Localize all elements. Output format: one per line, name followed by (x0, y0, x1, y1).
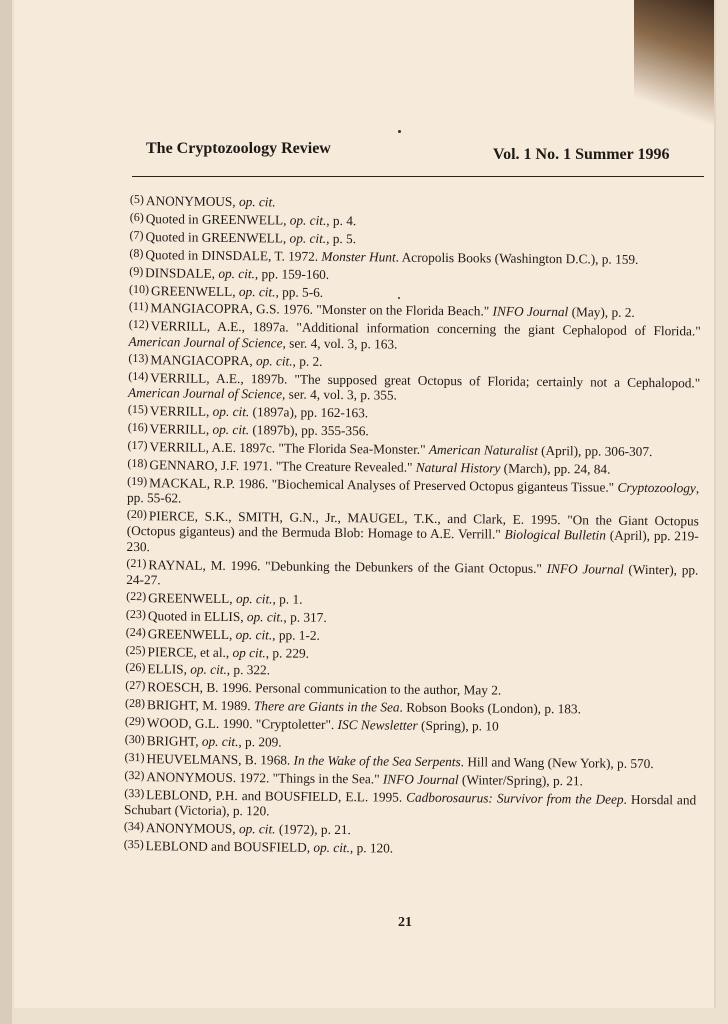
reference-text: PIERCE, et al., op cit., p. 229. (147, 643, 310, 661)
reference-text: Quoted in GREENWELL, op. cit., p. 5. (145, 228, 357, 246)
reference-number: (18) (127, 455, 148, 470)
reference-text: VERRILL, A.E., 1897b. "The supposed great Octopus of Florida; certainly not a Cephalopod." American Journal of Science, ser. 4, vol. 3, p. 355. (128, 369, 701, 403)
reference-item (127, 473, 699, 510)
reference-number: (7) (129, 227, 144, 242)
reference-number: (9) (129, 263, 144, 278)
reference-number: (23) (125, 606, 147, 621)
reference-item (124, 837, 696, 859)
reference-text: HEUVELMANS, B. 1968. In the Wake of the Sea Serpents. Hill and Wang (New York), p. 570. (146, 751, 654, 772)
reference-text: VERRILL, A.E., 1897a. "Additional information concerning the giant Cephalopod of Florida." American Journal of Science, ser. 4, vol. 3, p. 163. (128, 318, 701, 352)
reference-item (128, 317, 700, 354)
reference-number: (20) (126, 506, 147, 521)
journal-title: The Cryptozoology Review (146, 140, 331, 157)
reference-number: (14) (128, 368, 149, 383)
reference-text: ROESCH, B. 1996. Personal communication to the author, May 2. (147, 679, 502, 698)
reference-number: (6) (129, 209, 144, 225)
reference-number: (24) (125, 624, 146, 639)
reference-number: (30) (124, 732, 145, 747)
reference-number: (17) (127, 437, 148, 452)
reference-text: PIERCE, S.K., SMITH, G.N., Jr., MAUGEL, T.K., and Clark, E. 1995. "On the Giant Octopus (Octopus giganteus) and the Bermuda Blob: Homage to A.E. Verrill." Biological Bulletin (April), pp. 219-230. (126, 508, 699, 554)
reference-text: WOOD, G.L. 1990. "Cryptoletter". ISC Newsletter (Spring), p. 10 (146, 715, 499, 734)
reference-number: (15) (127, 401, 148, 417)
reference-number: (16) (127, 419, 148, 434)
reference-number: (34) (123, 819, 144, 834)
reference-number: (12) (128, 317, 149, 332)
reference-text: MANGIACOPRA, op. cit., p. 2. (150, 351, 323, 369)
reference-number: (10) (129, 281, 150, 296)
reference-text: ANONYMOUS, op. cit. (145, 193, 276, 210)
reference-number: (28) (125, 696, 146, 711)
page-corner-shadow (634, 0, 714, 140)
reference-number: (19) (127, 473, 148, 488)
document-page (14, 0, 714, 1008)
reference-text: LEBLOND and BOUSFIELD, op. cit., p. 120. (145, 838, 394, 856)
reference-item (126, 556, 698, 593)
reference-number: (13) (128, 350, 149, 365)
reference-text: BRIGHT, M. 1989. There are Giants in the Sea. Robson Books (London), p. 183. (147, 697, 582, 717)
reference-text: GREENWELL, op. cit., pp. 1-2. (147, 625, 320, 643)
reference-text: ANONYMOUS. 1972. "Things in the Sea." INFO Journal (Winter/Spring), p. 21. (146, 769, 583, 789)
reference-number: (26) (125, 660, 146, 675)
reference-text: DINSDALE, op. cit., pp. 159-160. (145, 264, 330, 282)
reference-text: Quoted in GREENWELL, op. cit., p. 4. (145, 211, 357, 229)
reference-text: GREENWELL, op. cit., p. 1. (148, 590, 303, 607)
reference-text: Quoted in ELLIS, op. cit., p. 317. (147, 607, 327, 625)
reference-text: ELLIS, op. cit., p. 322. (147, 661, 271, 678)
reference-text: VERRILL, A.E. 1897c. "The Florida Sea-Monster." American Naturalist (April), pp. 306-307. (149, 438, 653, 459)
reference-number: (8) (129, 245, 144, 260)
reference-number: (32) (124, 767, 145, 783)
issue-info: Vol. 1 No. 1 Summer 1996 (493, 146, 670, 163)
reference-number: (21) (126, 555, 147, 570)
reference-number: (25) (125, 642, 146, 657)
reference-text: ANONYMOUS, op. cit. (1972), p. 21. (145, 820, 351, 838)
reference-item (127, 507, 699, 560)
reference-text: MANGIACOPRA, G.S. 1976. "Monster on the Florida Beach." INFO Journal (May), p. 2. (150, 300, 635, 321)
reference-number: (31) (124, 749, 145, 765)
reference-text: VERRILL, op. cit. (1897a), pp. 162-163. (149, 403, 369, 421)
reference-number: (27) (125, 678, 146, 693)
reference-number: (22) (126, 588, 147, 604)
reference-text: VERRILL, op. cit. (1897b), pp. 355-356. (149, 420, 369, 439)
header-rule (132, 176, 704, 177)
reference-number: (35) (123, 837, 144, 852)
speck (398, 130, 401, 133)
page-number: 21 (398, 915, 412, 930)
reference-text: RAYNAL, M. 1996. "Debunking the Debunkers of the Giant Octopus." INFO Journal (Winter), pp. 24-27. (126, 556, 699, 588)
reference-text: GREENWELL, op. cit., pp. 5-6. (150, 282, 324, 300)
reference-text: Quoted in DINSDALE, T. 1972. Monster Hunt. Acropolis Books (Washington D.C.), p. 159. (145, 246, 639, 267)
page-edge (0, 0, 12, 1024)
reference-text: MACKAL, R.P. 1986. "Biochemical Analyses of Preserved Octopus giganteus Tissue." Cryptozoology, pp. 55-62. (126, 474, 700, 506)
reference-list (124, 192, 702, 860)
reference-text: GENNARO, J.F. 1971. "The Creature Revealed." Natural History (March), pp. 24, 84. (149, 456, 611, 477)
reference-number: (5) (129, 192, 144, 207)
reference-number: (11) (128, 299, 149, 314)
reference-number: (29) (124, 714, 145, 729)
reference-item (124, 786, 696, 823)
reference-text: LEBLOND, P.H. and BOUSFIELD, E.L. 1995. Cadborosaurus: Survivor from the Deep. Horsdal and Schubart (Victoria), p. 120. (123, 786, 697, 819)
reference-number: (33) (124, 785, 145, 800)
running-header (146, 138, 706, 172)
reference-item (128, 369, 700, 406)
reference-text: BRIGHT, op. cit., p. 209. (146, 733, 282, 750)
